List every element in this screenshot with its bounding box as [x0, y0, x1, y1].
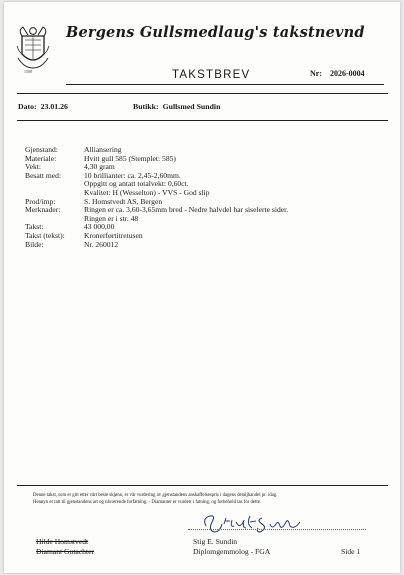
detail-value-line: Alliansering: [84, 145, 122, 154]
handwritten-signature-icon: [200, 510, 304, 536]
signer-left-name: Hilde Homstvedt: [36, 537, 89, 546]
detail-label: Gjenstand:: [25, 145, 58, 154]
detail-label: Merknader:: [25, 205, 61, 215]
detail-label: Materiale:: [25, 153, 57, 163]
detail-value-line: Oppgitt og antatt totalvekt: 0,60ct.: [84, 179, 189, 189]
footer-rule: [17, 485, 388, 486]
crest-year: 1588: [24, 69, 32, 74]
detail-value: [84, 206, 288, 223]
store-label: Butikk:: [133, 102, 159, 111]
detail-value: [84, 241, 118, 250]
date-field: [18, 102, 68, 111]
disclaimer-line: Denne takst, som er gitt etter vårt beste skjønn, er vår vurdering av gjenstandens anskaffelsespris i dagens detaljhandel pr. idag.: [33, 493, 278, 498]
meta-top-rule: [17, 93, 388, 94]
organization-title: Bergens Gullsmedlaug's takstnevnd: [66, 24, 365, 41]
date-value: 23.01.26: [40, 102, 68, 111]
signer-left-title: Diamant Gutachter: [36, 546, 94, 556]
guild-crest-icon: [16, 26, 50, 70]
detail-label: Prod/imp:: [25, 196, 56, 206]
detail-value: [84, 172, 210, 198]
header-rule: [66, 84, 384, 85]
detail-value-line: Kvalitet: H (Wesselton) - VVS - God slip: [84, 187, 210, 197]
detail-value-line: S. Homstvedt AS, Bergen: [84, 196, 163, 206]
detail-value-line: Ringen er ca. 3,60-3,65mm bred - Nedre halvdel har siselerte sider.: [84, 205, 289, 215]
detail-value-line: 10 brillianter: ca. 2,45-2,60mm.: [84, 170, 181, 180]
detail-row: [25, 155, 288, 164]
store-value: Gullsmed Sundin: [162, 102, 221, 111]
detail-row: [25, 232, 288, 241]
detail-row: [25, 241, 288, 250]
detail-label: Besatt med:: [25, 170, 62, 180]
disclaimer-line: Henøyn er tatt til gjenstandens art og nåværende forfatning. - Diamanter er vurdert i fatning, og forbehold tas for dette.: [33, 499, 262, 505]
document-title: TAKSTBREV: [172, 69, 251, 81]
detail-label: Takst (tekst):: [25, 230, 65, 240]
store-field: [133, 102, 220, 111]
signer-right-title: Diplomgemmolog - FGA: [193, 546, 271, 556]
page-number: Side 1: [341, 547, 361, 556]
signer-left: [36, 537, 94, 556]
date-label: Dato:: [18, 102, 37, 111]
signature-line: [188, 529, 366, 530]
detail-label: Bilde:: [25, 239, 44, 249]
detail-value-line: Ringen er i str. 48: [84, 213, 139, 223]
detail-value-line: Kronerførtitretusen: [84, 230, 143, 240]
detail-value-line: 43 000,00: [84, 222, 115, 232]
detail-row: [25, 172, 288, 198]
signer-right-name: Stig E. Sundin: [193, 537, 238, 546]
detail-label: Takst:: [25, 222, 44, 232]
document-number: 2026-0004: [330, 69, 365, 78]
detail-label: Vekt:: [25, 162, 42, 172]
document-page: [4, 2, 400, 573]
detail-value-line: 4,30 gram: [84, 162, 115, 172]
document-number-label: Nr:: [310, 69, 322, 78]
meta-bottom-rule: [17, 120, 388, 121]
detail-value-line: Hvitt gull 585 (Stemplet: 585): [84, 153, 176, 163]
disclaimer-text: [33, 493, 378, 506]
detail-value-line: Nr. 260012: [84, 239, 119, 249]
detail-row: [25, 206, 288, 223]
appraisal-details: [25, 146, 288, 249]
signer-right: [193, 537, 270, 556]
